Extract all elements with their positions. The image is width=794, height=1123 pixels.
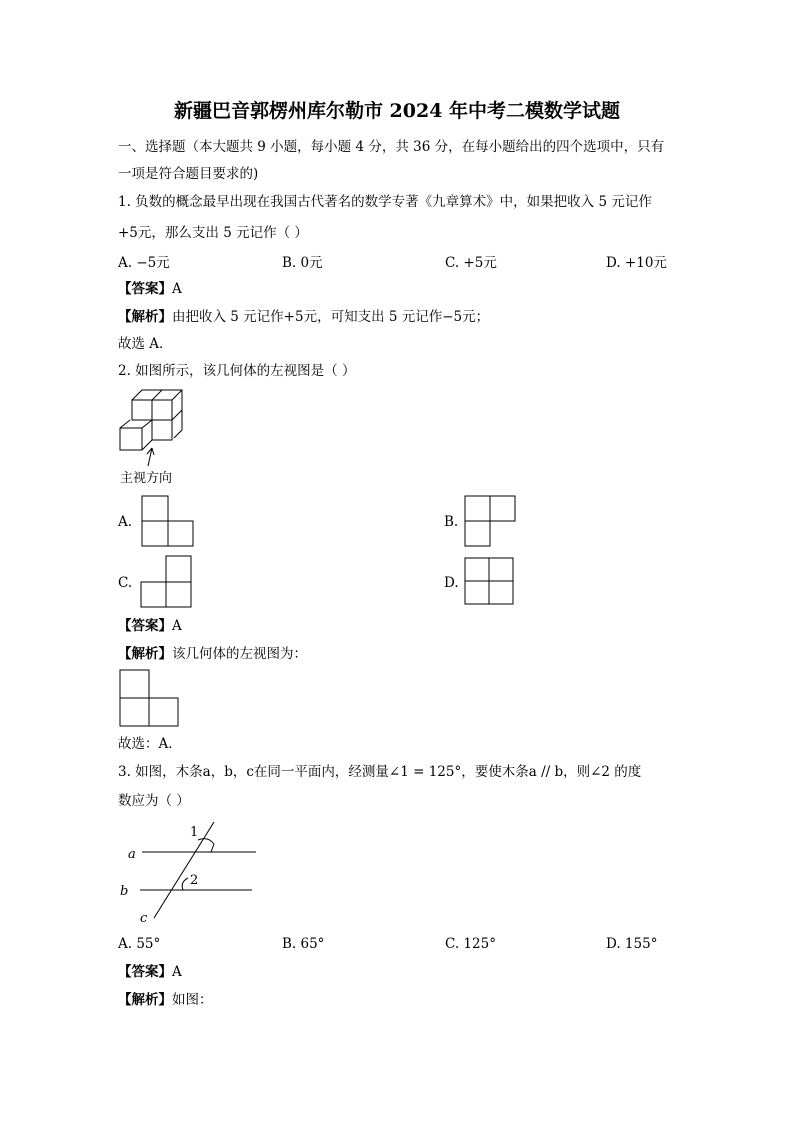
q1-conclusion: 故选 A．	[118, 336, 173, 352]
answer-value: A	[172, 618, 182, 634]
label-angle-1: 1	[190, 825, 199, 840]
q2-option-c-figure	[140, 554, 196, 610]
analysis-label: 【解析】	[118, 992, 172, 1008]
q2-option-c-label: C.	[118, 575, 133, 591]
label-line-a: a	[128, 847, 136, 862]
q3-option-b: B. 65°	[282, 936, 325, 952]
q2-option-d-label: D.	[444, 575, 459, 591]
q1-option-c: C. +5元	[445, 255, 497, 271]
page-title: 新疆巴音郭楞州库尔勒市 2024 年中考二模数学试题	[173, 100, 621, 122]
answer-value: A	[172, 281, 182, 297]
q2-option-b-figure	[463, 494, 519, 548]
answer-label: 【答案】	[118, 281, 172, 297]
q2-option-d-figure	[463, 556, 517, 608]
q2-analysis	[118, 645, 307, 663]
q1-stem-line2: +5元，那么支出 5 元记作（ ）	[118, 225, 308, 241]
q1-stem-line1: 1. 负数的概念最早出现在我国古代著名的数学专著《九章算术》中，如果把收入 5 元记作	[118, 194, 652, 210]
analysis-label: 【解析】	[118, 309, 172, 325]
q3-option-a: A. 55°	[118, 936, 161, 952]
q1-analysis	[118, 308, 489, 326]
q3-option-c: C. 125°	[445, 936, 496, 952]
q1-option-b: B. 0元	[282, 255, 323, 271]
q3-option-d: D. 155°	[606, 936, 658, 952]
answer-label: 【答案】	[118, 618, 172, 634]
q2-stem: 2. 如图所示，该几何体的左视图是（ ）	[118, 363, 356, 379]
q2-option-b-label: B.	[444, 514, 459, 530]
q3-stem-line1: 3. 如图，木条a，b，c在同一平面内，经测量∠1 = 125°，要使木条a // b，则∠2 的度	[118, 764, 642, 780]
q2-analysis-figure	[118, 668, 182, 728]
analysis-label: 【解析】	[118, 646, 172, 662]
q2-answer	[118, 617, 182, 635]
label-line-b: b	[120, 884, 129, 899]
analysis-text: 由把收入 5 元记作+5元，可知支出 5 元记作−5元；	[172, 309, 490, 325]
q3-answer	[118, 963, 182, 981]
q2-cube-figure	[118, 386, 198, 472]
q2-conclusion: 故选：A．	[118, 736, 182, 752]
q2-figure-caption: 主视方向	[120, 471, 173, 486]
q3-analysis	[118, 991, 213, 1009]
line-c	[154, 822, 214, 918]
q1-option-a: A. −5元	[118, 255, 170, 271]
angle-2-arc	[182, 878, 188, 890]
section-heading-line2: 一项是符合题目要求的)	[118, 166, 259, 182]
answer-value: A	[172, 964, 182, 980]
analysis-text: 如图：	[172, 992, 213, 1008]
angle-1-arc	[198, 839, 214, 852]
q1-answer	[118, 280, 182, 298]
q2-option-a-label: A.	[118, 514, 133, 530]
q3-stem-line2: 数应为（ ）	[118, 793, 190, 809]
label-line-c: c	[140, 911, 148, 926]
q2-option-a-figure	[140, 494, 196, 548]
section-heading-line1: 一、选择题（本大题共 9 小题，每小题 4 分，共 36 分，在每小题给出的四个选项中，只有	[118, 139, 665, 155]
label-angle-2: 2	[190, 873, 199, 888]
q3-parallel-lines-figure	[118, 818, 263, 926]
analysis-text: 该几何体的左视图为：	[172, 646, 307, 662]
q1-option-d: D. +10元	[606, 255, 667, 271]
answer-label: 【答案】	[118, 964, 172, 980]
